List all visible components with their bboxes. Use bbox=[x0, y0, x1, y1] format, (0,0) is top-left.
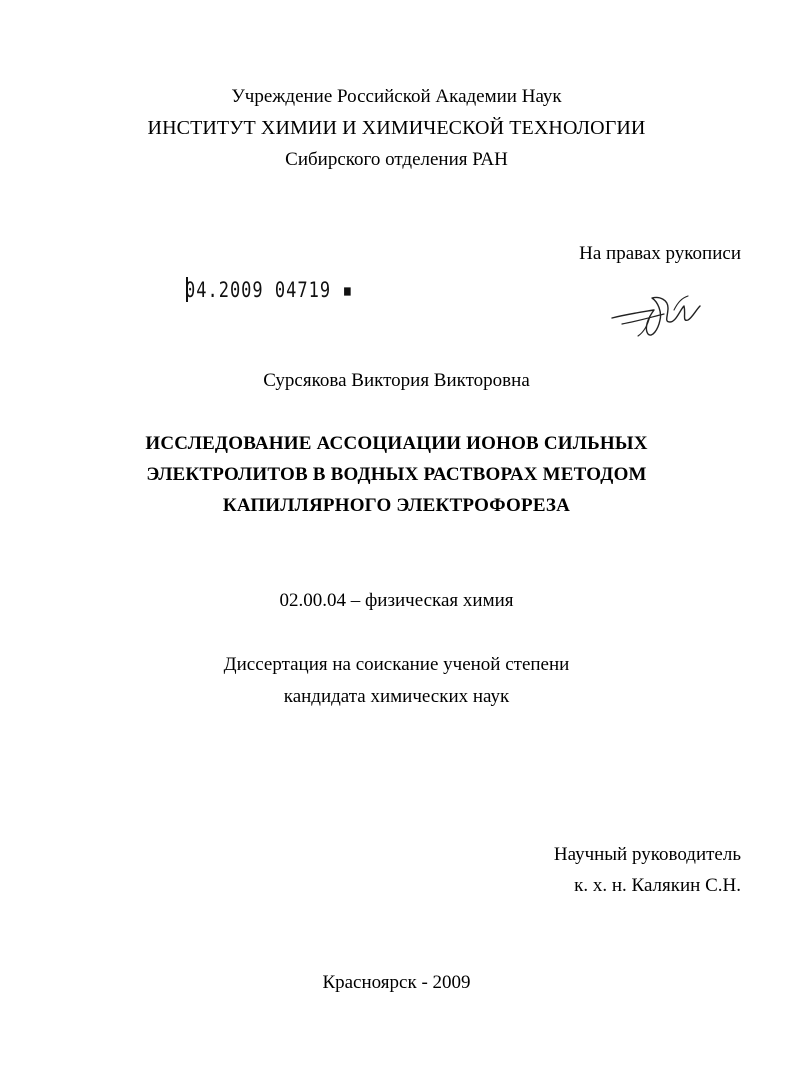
specialty: 02.00.04 – физическая химия bbox=[279, 590, 514, 611]
signature-image bbox=[608, 288, 704, 342]
supervisor-label: Научный руководитель bbox=[553, 844, 741, 865]
degree-line-2: кандидата химических наук bbox=[283, 686, 510, 707]
manuscript-note: На правах рукописи bbox=[579, 243, 741, 264]
author-name: Сурсякова Виктория Викторовна bbox=[263, 370, 530, 391]
stamp-dash: ▪ bbox=[331, 278, 354, 303]
supervisor-name: к. х. н. Калякин С.Н. bbox=[574, 875, 741, 896]
title-line-3: КАПИЛЛЯРНОГО ЭЛЕКТРОФОРЕЗА bbox=[222, 495, 571, 516]
institution-line-3: Сибирского отделения РАН bbox=[285, 149, 508, 170]
title-line-1: ИССЛЕДОВАНИЕ АССОЦИАЦИИ ИОНОВ СИЛЬНЫХ bbox=[145, 433, 648, 454]
institution-line-1: Учреждение Российской Академии Наук bbox=[231, 86, 562, 107]
institution-line-2: ИНСТИТУТ ХИМИИ И ХИМИЧЕСКОЙ ТЕХНОЛОГИИ bbox=[147, 117, 646, 139]
degree-line-1: Диссертация на соискание ученой степени bbox=[223, 654, 570, 675]
library-stamp-number bbox=[185, 278, 354, 303]
city-year-footer: Красноярск - 2009 bbox=[322, 972, 471, 993]
title-line-2: ЭЛЕКТРОЛИТОВ В ВОДНЫХ РАСТВОРАХ МЕТОДОМ bbox=[146, 464, 647, 485]
stamp-number-text: 04.2009 04719 bbox=[185, 278, 332, 303]
